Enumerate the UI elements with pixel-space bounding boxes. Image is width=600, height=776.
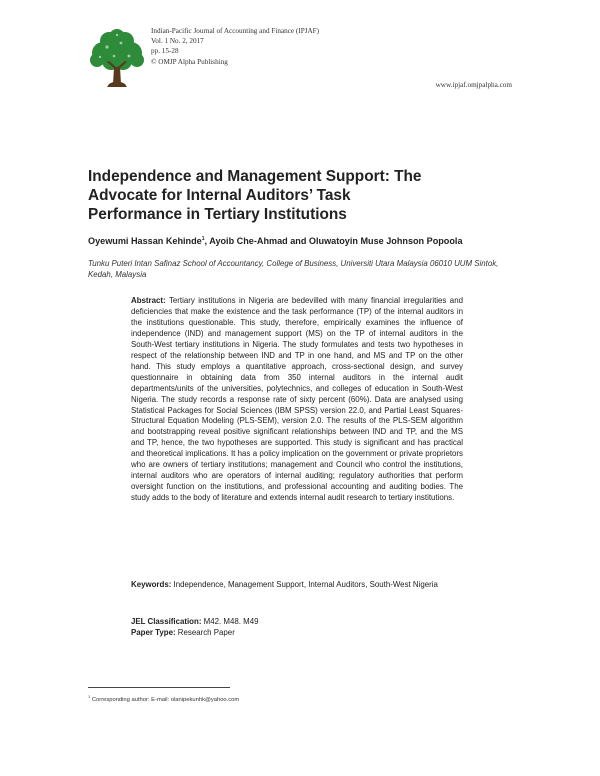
keywords-label: Keywords:: [131, 580, 172, 589]
tree-logo-icon: [87, 29, 147, 91]
jel-codes: M42. M48. M49: [203, 617, 259, 626]
affiliation: Tunku Puteri Intan Safinaz School of Accountancy, College of Business, Universiti Utara Malaysia 06010 UUM Sintok, Kedah, Malaysia: [88, 259, 499, 279]
journal-name: Indian-Pacific Journal of Accounting and Finance (IPJAF): [151, 27, 320, 35]
footnote: [88, 694, 239, 703]
footnote-text: Corresponding author: E-mail: olanipekunhk@yahoo.com: [91, 696, 240, 703]
journal-url[interactable]: www.ipjaf.omjpalpha.com: [435, 81, 512, 89]
journal-volume: Vol. 1 No. 2, 2017: [151, 37, 204, 46]
paper-type-line: [131, 627, 463, 638]
classification-block: [131, 616, 463, 638]
footnote-marker: 1: [201, 236, 205, 242]
journal-meta: [151, 26, 319, 67]
footnote-marker: 1: [88, 694, 91, 699]
co-authors: , Ayoib Che-Ahmad and Oluwatoyin Muse Johnson Popoola: [204, 236, 463, 247]
journal-pages: pp. 15-28: [151, 47, 179, 56]
jel-label: JEL Classification:: [131, 617, 202, 626]
keywords-text: Independence, Management Support, Internal Auditors, South-West Nigeria: [173, 580, 438, 589]
paper-type-label: Paper Type:: [131, 628, 176, 637]
footnote-divider: [88, 687, 230, 688]
keywords: [131, 579, 463, 590]
journal-publisher: © OMJP Alpha Publishing: [151, 57, 228, 66]
article-title: Independence and Management Support: The Advocate for Internal Auditors’ Task Performance in Tertiary Institutions: [88, 168, 422, 223]
abstract: [131, 296, 463, 504]
jel-line: [131, 616, 463, 627]
author-list: [88, 236, 463, 246]
abstract-label: Abstract:: [131, 296, 166, 305]
paper-type: Research Paper: [177, 628, 235, 637]
author-name: Oyewumi Hassan Kehinde: [88, 236, 202, 247]
abstract-text: Tertiary institutions in Nigeria are bedevilled with many financial irregularities and deficiencies that make the existence and the task performance (TP) of the internal auditors in the institutions questionable. This study, therefore, empirically examines the influence of independence (IND) and management support (MS) on the TP of internal auditors in the South-West tertiary institutions in Nigeria. The study formulates and tests two hypotheses in respect of the relationship between IND and TP in one hand, and MS and TP on the other hand. This study employs a quantitative approach, cross-sectional design, and survey questionnaire in obtaining data from 350 internal auditors in the internal audit departments/units of the universities, polytechnics, and colleges of education in South-West Nigeria. The study records a response rate of sixty percent (60%). Data are analysed using Statistical Packages for Social Sciences (IBM SPSS) version 22.0, and Partial Least Squares-Structural Equation Modeling (PLS-SEM), version 2.0. The results of the PLS-SEM algorithm and bootstrapping reveal positive significant relationships between IND and TP, and the MS and TP, hence, the two hypotheses are supported. This study is significant and has practical and theoretical implications. It has a policy implication on the government or private proprietors who are owners of tertiary institutions; management and Council who control the institutions, internal auditors who are operators of internal auditing; regulatory authorities that perform oversight function on the institutions, and professional accounting and auditing bodies. The study adds to the body of literature and extends internal audit research to tertiary institutions.: [131, 296, 463, 503]
